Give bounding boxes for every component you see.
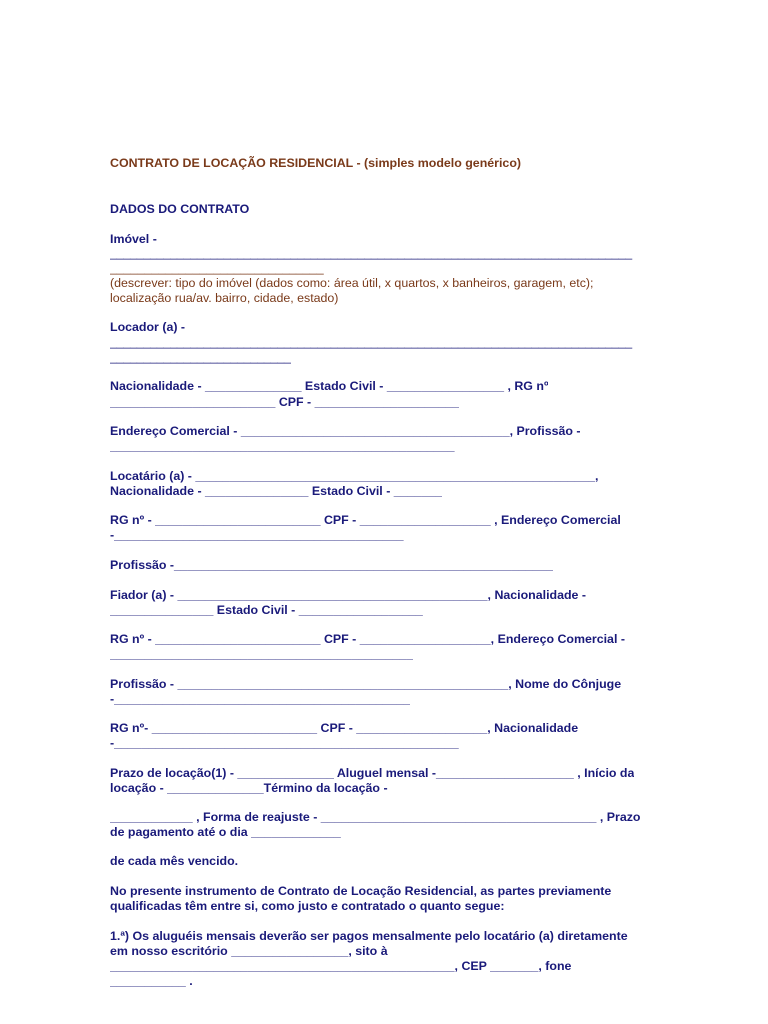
- imovel-fill-1: ______________________________________________________________________________: [110, 246, 632, 260]
- profissao2-line-2: -___________________________________________: [110, 692, 411, 706]
- endereco-line-1: Endereço Comercial - _______________________________________, Profissão -: [110, 424, 581, 438]
- forma-reajuste-line-2: de pagamento até o dia _____________: [110, 825, 341, 839]
- rg3-line-2: -__________________________________________________: [110, 736, 459, 750]
- cada-mes-line: de cada mês vencido.: [110, 854, 239, 868]
- rg2-line-1: RG nº - ________________________ CPF - ___________________, Endereço Comercial -: [110, 632, 625, 646]
- forma-reajuste-line-1: ____________ , Forma de reajuste - ________________________________________ , Prazo: [110, 810, 641, 824]
- prazo-line-2: locação - ______________Término da locação -: [110, 781, 388, 795]
- clause1-line-1: 1.ª) Os aluguéis mensais deverão ser pagos mensalmente pelo locatário (a) diretamente: [110, 929, 628, 943]
- fiador-line-2: _______________ Estado Civil - __________________: [110, 603, 423, 617]
- profissao-line: Profissão -_______________________________________________________: [110, 558, 554, 572]
- prazo-line-1: Prazo de locação(1) - ______________ Aluguel mensal -____________________ , Início da: [110, 766, 635, 780]
- rg3-line-1: RG nº- ________________________ CPF - ___________________, Nacionalidade: [110, 721, 579, 735]
- title-sub: - (simples modelo genérico): [353, 156, 522, 170]
- title-main: CONTRATO DE LOCAÇÃO RESIDENCIAL: [110, 156, 354, 170]
- document-title: [110, 156, 521, 171]
- locador-fill-1: ______________________________________________________________________________: [110, 335, 632, 349]
- rg-line-1: RG nº - ________________________ CPF - ___________________ , Endereço Comercial: [110, 513, 621, 527]
- clause1-line-4: ___________ .: [110, 974, 193, 988]
- locador-fill-2: ___________________________: [110, 350, 291, 364]
- endereco-line-2: __________________________________________________: [110, 439, 455, 453]
- nacionalidade-line-2: ________________________ CPF - _____________________: [110, 395, 460, 409]
- nacionalidade-line-1: Nacionalidade - ______________ Estado Civil - _________________ , RG nº: [110, 379, 549, 393]
- section-heading: DADOS DO CONTRATO: [110, 202, 250, 216]
- presente-line-2: qualificadas têm entre si, como justo e contratado o quanto segue:: [110, 899, 505, 913]
- imovel-label: Imóvel -: [110, 232, 157, 246]
- imovel-description-2: localização rua/av. bairro, cidade, estado): [110, 291, 339, 305]
- rg2-line-2: ____________________________________________: [110, 647, 414, 661]
- locatario-line-1: Locatário (a) - __________________________________________________________,: [110, 469, 599, 483]
- clause1-line-3: __________________________________________________, CEP _______, fone: [110, 959, 572, 973]
- locatario-line-2: Nacionalidade - _______________ Estado Civil - _______: [110, 484, 442, 498]
- presente-line-1: No presente instrumento de Contrato de Locação Residencial, as partes previamente: [110, 884, 612, 898]
- clause1-line-2: em nosso escritório _________________, sito à: [110, 944, 388, 958]
- imovel-fill-2: _______________________________: [110, 261, 324, 275]
- fiador-line-1: Fiador (a) - _____________________________________________, Nacionalidade -: [110, 588, 587, 602]
- locador-label: Locador (a) -: [110, 320, 186, 334]
- rg-line-2: -__________________________________________: [110, 528, 404, 542]
- imovel-description-1: (descrever: tipo do imóvel (dados como: área útil, x quartos, x banheiros, garagem, etc);: [110, 276, 594, 290]
- profissao2-line-1: Profissão - ________________________________________________, Nome do Cônjuge: [110, 677, 622, 691]
